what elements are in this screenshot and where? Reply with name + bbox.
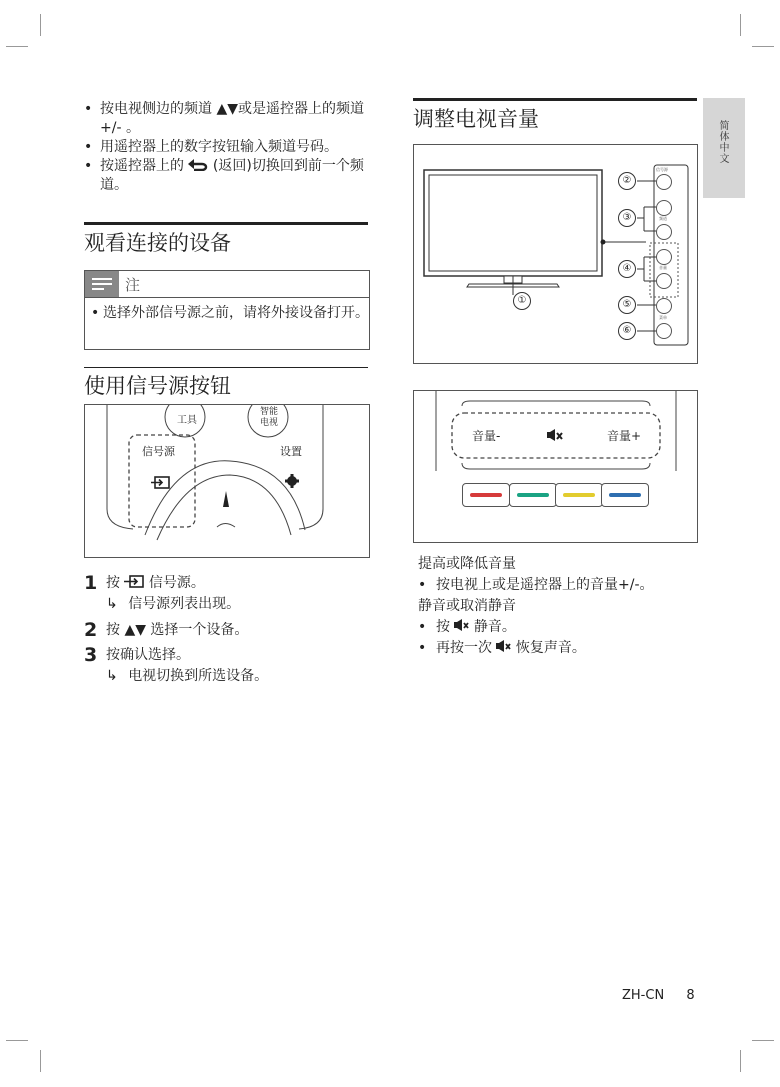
arrow-icon: ↳ <box>106 668 118 684</box>
step-number: 3 <box>84 644 98 666</box>
volume-plus-label: 音量+ <box>607 429 642 443</box>
side-button-label: 音量 <box>659 265 667 270</box>
mute-icon <box>454 619 469 631</box>
crop-mark <box>6 46 28 47</box>
bullet-text: 按电视上或是遥控器上的音量+/-。 <box>436 577 654 593</box>
step-text: 按 <box>106 575 120 591</box>
section-rule <box>84 367 368 368</box>
section-title: 观看连接的设备 <box>84 231 231 255</box>
section-title: 使用信号源按钮 <box>84 374 231 398</box>
volume-instructions: 提高或降低音量 • 按电视上或是遥控器上的音量+/-。 静音或取消静音 • 按 静音。 • 再按一次 恢复声音。 <box>418 554 708 659</box>
callout-6: ⑥ <box>618 322 636 340</box>
mute-icon <box>496 640 511 652</box>
settings-label: 设置 <box>280 445 302 458</box>
source-icon <box>124 575 144 588</box>
bullet-text: 静音。 <box>473 619 516 635</box>
note-label: 注 <box>125 276 141 294</box>
bullet-text: 按电视侧边的频道 ▲▼或是遥控器上的频道 +/- 。 <box>100 101 364 136</box>
step-number: 1 <box>84 572 98 594</box>
yellow-key <box>555 483 603 507</box>
tools-label: 工具 <box>177 415 197 426</box>
back-icon <box>188 158 208 171</box>
tv-source-button <box>656 174 672 190</box>
side-button-label: 频道 <box>659 216 667 221</box>
crop-mark <box>40 1050 41 1072</box>
red-key <box>462 483 510 507</box>
side-button-label: 信号源 <box>656 167 668 172</box>
tv-channel-up-button <box>656 200 672 216</box>
blue-key <box>601 483 649 507</box>
side-tab-label: 简体中文 <box>717 120 728 164</box>
bullet-text: 用遥控器上的数字按钮输入频道号码。 <box>100 139 338 155</box>
tv-volume-down-button <box>656 273 672 289</box>
remote-drawing <box>85 405 369 557</box>
step-text: 按确认选择。 <box>106 647 190 663</box>
tv-channel-down-button <box>656 224 672 240</box>
note-text: 选择外部信号源之前，请将外接设备打开。 <box>103 305 369 321</box>
volume-remote-drawing <box>414 391 697 542</box>
arrow-icon: ↳ <box>106 596 118 612</box>
callout-5: ⑤ <box>618 296 636 314</box>
settings-gear-icon <box>285 474 299 488</box>
volume-remote-illustration <box>413 390 698 543</box>
page-number: 8 <box>686 988 695 1003</box>
callout-2: ② <box>618 172 636 190</box>
crop-mark <box>740 1050 741 1072</box>
step-1 <box>84 572 374 620</box>
step-3 <box>84 644 374 692</box>
bullet-text: (返回)切换回到前一个频道。 <box>100 158 364 193</box>
step-number: 2 <box>84 619 98 641</box>
bullet-text: 按遥控器上的 <box>100 158 184 174</box>
remote-illustration <box>84 404 370 558</box>
tv-volume-up-button <box>656 249 672 265</box>
tv-drawing <box>414 145 697 363</box>
step-text: 信号源。 <box>148 575 205 591</box>
green-key <box>509 483 557 507</box>
tv-power-button <box>656 323 672 339</box>
side-button-label: 菜单 <box>659 315 667 320</box>
footer <box>622 988 695 1003</box>
subheading: 提高或降低音量 <box>418 556 516 572</box>
crop-mark <box>740 14 741 36</box>
footer-language: ZH-CN <box>622 988 665 1003</box>
source-input-icon <box>151 477 169 488</box>
note-text-row: • 选择外部信号源之前，请将外接设备打开。 <box>91 305 369 321</box>
step-result: 电视切换到所选设备。 <box>128 668 269 684</box>
callout-3: ③ <box>618 209 636 227</box>
tv-illustration <box>413 144 698 364</box>
section-rule <box>84 222 368 225</box>
note-box <box>84 270 370 350</box>
note-icon <box>85 271 119 297</box>
callout-4: ④ <box>618 260 636 278</box>
volume-minus-label: 音量- <box>472 429 501 443</box>
tv-menu-button <box>656 298 672 314</box>
crop-mark <box>752 46 774 47</box>
bullet-text: 按 <box>436 619 450 635</box>
step-text: 按 ▲▼ 选择一个设备。 <box>106 622 249 638</box>
callout-1: ① <box>513 292 531 310</box>
section-title: 调整电视音量 <box>413 107 539 131</box>
step-2 <box>84 619 374 643</box>
bullet-text: 恢复声音。 <box>515 640 586 656</box>
bullet-text: 再按一次 <box>436 640 492 656</box>
crop-mark <box>752 1040 774 1041</box>
channel-bullets: • 按电视侧边的频道 ▲▼或是遥控器上的频道 +/- 。 • 用遥控器上的数字按钮输入频道号码。 • 按遥控器上的 (返回)切换回到前一个频道。 <box>84 101 364 193</box>
mute-icon <box>547 429 562 441</box>
smart-tv-label: 智能电视 <box>259 407 278 428</box>
subheading: 静音或取消静音 <box>418 598 516 614</box>
crop-mark <box>6 1040 28 1041</box>
step-result: 信号源列表出现。 <box>128 596 241 612</box>
language-side-tab <box>703 98 745 198</box>
crop-mark <box>40 14 41 36</box>
note-header <box>85 271 369 298</box>
section-rule <box>413 98 697 101</box>
source-label: 信号源 <box>142 445 175 458</box>
